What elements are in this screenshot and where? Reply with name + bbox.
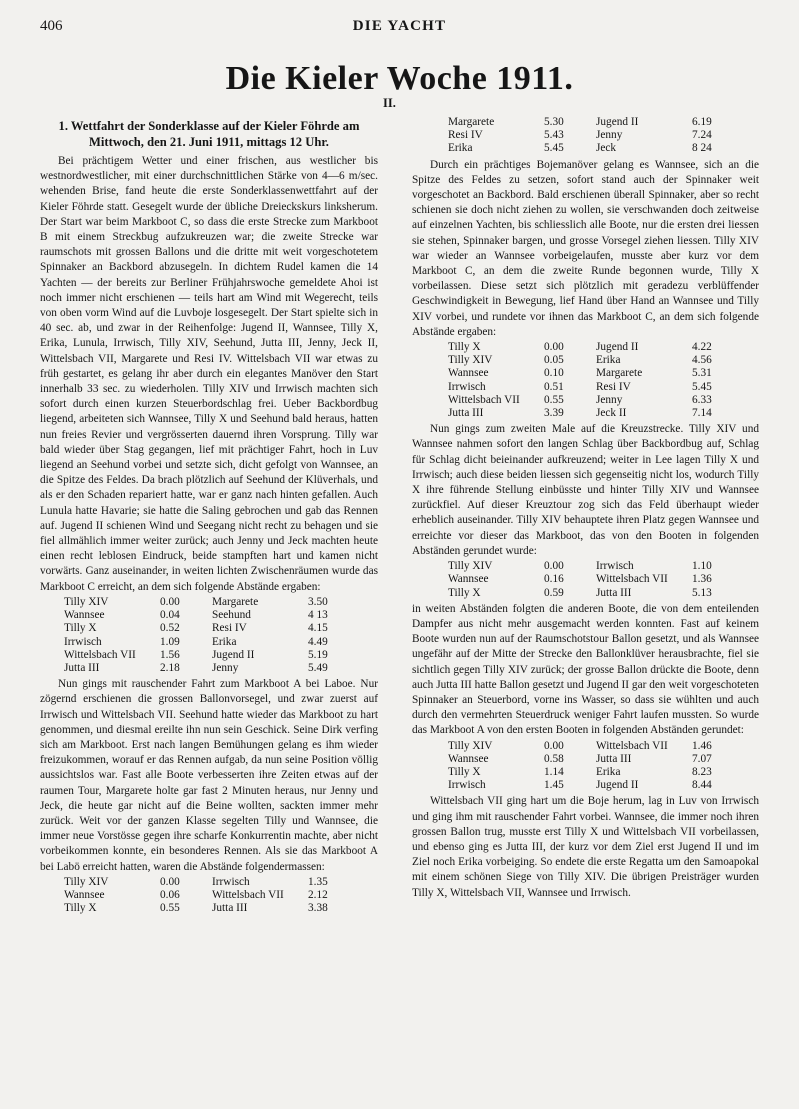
time-gap: 7.07: [692, 752, 712, 765]
time-gap: 4.56: [692, 354, 712, 367]
running-head: [40, 18, 759, 40]
time-gap: 3.50: [308, 595, 328, 608]
paragraph: Durch ein prächtiges Bojemanöver gelang es Wannsee, sich an die Spitze des Feldes zu setzen, sofort stand auch der Spinnaker weit vorgeschotet an Backbord. Bald erschienen überall Spinnaker, aber so recht schienen sie doch nicht ziehen zu wollen, sie verschwanden doch zeitweise auf einzelnen Yachten, bis schliesslich alle Boote, nur die ersten drei liessen sie stehen, Spinnaker bargen, und grosse Vorsegel ziehen liessen. Tilly XIV war wieder an Wannsee vorbeigelaufen, musste aber kurz vor dem Markboot C, an dem die zweite Runde begonnen wurde, Tilly X vorbeilassen. Diese setzt sich plötzlich mit geradezu verblüffender Geschwindigkeit in Bewegung, lief Hand über Hand an Wannsee und Tilly XIV vorbei, und rundete vor ihnen das Markboot C, an dem sich folgende Abstände ergaben:: [412, 158, 759, 338]
yacht-name: Irrwisch: [596, 560, 634, 573]
table-row: [448, 753, 732, 766]
time-gap: 1.35: [308, 875, 328, 888]
time-gap: 7.24: [692, 129, 712, 142]
standings-table: [448, 740, 732, 793]
yacht-name: Jutta III: [448, 407, 484, 420]
time-gap: 6.33: [692, 393, 712, 406]
yacht-name: Tilly XIV: [64, 875, 109, 888]
yacht-name: Jenny: [596, 129, 623, 142]
yacht-name: Resi IV: [448, 129, 483, 142]
table-row: [64, 876, 348, 889]
table-row: [448, 560, 732, 573]
table-row: [448, 341, 732, 354]
time-gap: 1.10: [692, 560, 712, 573]
time-gap: 4.15: [308, 622, 328, 635]
yacht-name: Tilly XIV: [64, 595, 109, 608]
yacht-name: Wittelsbach VII: [596, 573, 668, 586]
yacht-name: Tilly XIV: [448, 560, 493, 573]
part-number: II.: [383, 96, 396, 110]
yacht-name: Jeck II: [596, 407, 627, 420]
paragraph: Wittelsbach VII ging hart um die Boje herum, lag in Luv von Irrwisch und ging ihm mit rauschender Fahrt vorbei. Wannsee, die immer noch ihren grossen Ballon trug, musste erst Tilly X und Wittelsbach VII vorbeilassen, und ebenso ging es Jutta III, der kurz vor dem Ziel erst Jugend II und im Ziel noch Erika vorbeiging. So endete die erste Regatta um den Samoapokal mit einem schönen Siege von Tilly XIV. Die übrigen Preisträger wurden Tilly X, Wittelsbach VII, Wannsee und Irrwisch.: [412, 795, 759, 899]
time-gap: 0.55: [160, 902, 180, 915]
yacht-name: Tilly XIV: [448, 739, 493, 752]
table-row: [64, 636, 348, 649]
yacht-name: Wannsee: [64, 888, 105, 901]
yacht-name: Wittelsbach VII: [64, 648, 136, 661]
time-gap: 0.05: [544, 354, 564, 367]
yacht-name: Irrwisch: [64, 635, 102, 648]
table-row: [448, 394, 732, 407]
time-gap: 5.45: [692, 380, 712, 393]
left-column: [40, 118, 378, 917]
time-gap: 5.19: [308, 648, 328, 661]
table-row: [448, 116, 732, 129]
yacht-name: Wannsee: [448, 367, 489, 380]
table-row: [448, 142, 732, 155]
time-gap: 0.00: [544, 560, 564, 573]
paragraph: Nun gings zum zweiten Male auf die Kreuzstrecke. Tilly XIV und Wannsee nahmen sofort den langen Schlag über Backbordbug auf, Schlag für Schlag dicht beieinander aufkreuzend; weiter in Lee lagen Tilly X und Irrwisch; auch diese beiden liessen sich gegenseitig nicht los, wodurch Tilly X ihre führende Stellung einbüsste und hinter Tilly XIV und Wannsee zurückfiel. Auf dieser Kreuztour zog sich das Feld überhaupt wieder erheblich auseinander. Tilly XIV behauptete ihren Platz gegen Wannsee und erreichte vor dieser das Markboot, das von den Booten in folgenden Abständen gerundet wurde:: [412, 423, 759, 557]
time-gap: 8 24: [692, 142, 712, 155]
yacht-name: Irrwisch: [448, 380, 486, 393]
standings-table: [448, 560, 732, 600]
time-gap: 1.09: [160, 635, 180, 648]
table-row: [448, 573, 732, 586]
time-gap: 0.58: [544, 752, 564, 765]
yacht-name: Jeck: [596, 142, 617, 155]
table-row: [448, 407, 732, 420]
time-gap: 6.19: [692, 116, 712, 128]
yacht-name: Resi IV: [596, 380, 631, 393]
time-gap: 0.04: [160, 609, 180, 622]
time-gap: 5.49: [308, 661, 328, 674]
time-gap: 0.51: [544, 380, 564, 393]
yacht-name: Wannsee: [448, 752, 489, 765]
yacht-name: Jutta III: [64, 661, 100, 674]
yacht-name: Jutta III: [596, 752, 632, 765]
time-gap: 5.45: [544, 142, 564, 155]
time-gap: 4.49: [308, 635, 328, 648]
yacht-name: Wittelsbach VII: [448, 393, 520, 406]
standings-table: [448, 341, 732, 420]
yacht-name: Margarete: [448, 116, 495, 128]
yacht-name: Jutta III: [596, 586, 632, 599]
table-row: [448, 779, 732, 792]
table-row: [64, 596, 348, 609]
standings-table: [64, 596, 348, 675]
time-gap: 1.56: [160, 648, 180, 661]
yacht-name: Erika: [448, 142, 473, 155]
time-gap: 7.14: [692, 407, 712, 420]
paragraph: Nun gings mit rauschender Fahrt zum Markboot A bei Laboe. Nur zögernd erschienen die grossen Ballonvorsegel, und zwar zuerst auf Irrwisch und Wittelsbach VII. Seehund hatte wieder das Markboot zu hart genommen, und diesmal ereilte ihn nun sein Geschick. Seine Dirk verfing sich am Markboot. Erst nach langen Bemühungen gelang es ihm wieder freizukommen, worauf er das Rennen aufgab, da nun seine Position völlig aussichtslos war. Fast alle Boote verbesserten ihre Zeiten etwas auf der raumen Tour, Margarete holte gar fast 2 Minuten heraus, nur Jenny und Jeck, die heute gar nicht auf die Beine wollten, sackten immer mehr zurück. Weit vor der ganzen Klasse segelten Tilly und Wannsee, die immer neue Vorstösse gegen ihre scharfe Konkurrentin machte, aber nicht vorbeikommen konnte, ein besonderes Rennen. Als sie das Markboot A bei Labö erreicht hatten, waren die Abstände folgendermassen:: [40, 678, 378, 873]
yacht-name: Tilly X: [64, 902, 97, 915]
yacht-name: Wannsee: [448, 573, 489, 586]
time-gap: 2.18: [160, 661, 180, 674]
table-row: [448, 587, 732, 600]
yacht-name: Resi IV: [212, 622, 247, 635]
time-gap: 5.30: [544, 116, 564, 128]
yacht-name: Wittelsbach VII: [596, 739, 668, 752]
page-number: 406: [40, 18, 63, 34]
standings-table: [64, 876, 348, 916]
yacht-name: Seehund: [212, 609, 251, 622]
yacht-name: Wittelsbach VII: [212, 888, 284, 901]
article-title: Die Kieler Woche 1911.: [225, 60, 574, 97]
table-row: [448, 766, 732, 779]
table-row: [64, 609, 348, 622]
right-column: [412, 115, 759, 901]
yacht-name: Wannsee: [64, 609, 105, 622]
time-gap: 4.22: [692, 341, 712, 354]
table-row: [64, 902, 348, 915]
yacht-name: Margarete: [212, 595, 259, 608]
time-gap: 4 13: [308, 609, 328, 622]
yacht-name: Jenny: [596, 393, 623, 406]
table-row: [64, 662, 348, 675]
time-gap: 1.36: [692, 573, 712, 586]
yacht-name: Jugend II: [596, 341, 639, 354]
yacht-name: Jugend II: [596, 116, 639, 128]
time-gap: 3.39: [544, 407, 564, 420]
table-row: [448, 129, 732, 142]
yacht-name: Erika: [212, 635, 237, 648]
time-gap: 0.00: [160, 875, 180, 888]
table-row: [64, 622, 348, 635]
paragraph: in weiten Abständen folgten die anderen Boote, die von dem enteilenden Dampfer aus nicht mehr ausgemacht werden konnten. Fast auf keinem Boote wurden nun auf der Raumschotstour Ballon gesetzt, und als Wannsee ungefähr auf der Mitte der Strecke den Ballonklüver herausbrachte, fiel sie sichtlich gegen Tilly XIV zurück; der grosse Ballon drückte die Boote, denn auch Jutta III hatte Ballon gesetzt und Jugend II gar den weit vorgeschoteten Spinnaker an Steuerbord, vorne ins Wasser, so dass sie wühlten und auch durch den vermehrten Steuerdruck weniger Fahrt laufen mussten. So wurde das Markboot A von den ersten Booten in folgenden Abständen gerundet:: [412, 602, 759, 737]
section-heading: 1. Wettfahrt der Sonderklasse auf der Kieler Föhrde am Mittwoch, den 21. Juni 1911, mittags 12 Uhr.: [58, 119, 360, 149]
paragraph: Bei prächtigem Wetter und einer frischen, aus westlicher bis westnordwestlicher, mit einer durchschnittlichen Stärke von 4—6 m/sec. wehenden Brise, fand heute die erste Sonderklassenwettfahrt auf der Kieler Föhrde statt. Gesegelt wurde der übliche Dreieckskurs linksherum. Der Start war beim Markboot C, so dass die erste Strecke zum Markboot B mit einem Streckbug aufzukreuzen war; die zweite Strecke war raumschots mit grossen Ballons und die dritte mit weit vorgeschotetem Spinnaker an Backbord abzusegeln. In dichtem Rudel kamen die 14 Yachten — der bereits zur Berliner Frühjahrswoche gemeldete Ahoi ist noch immer nicht erschienen — teils hart am Wind mit Wegerecht, teils von oben vorm Wind auf die Luvboje losgesegelt. Der Start spielte sich in 40 sec. ab, und zwar in der Reihenfolge: Jugend II, Wannsee, Tilly X, Erika, Lunula, Irrwisch, Tilly XIV, Seehund, Jutta III, Jenny, Jeck II, Wittelsbach VII, Margarete und Resi IV. Wittelsbach VII war etwas zu früh gestartet, es gelang ihr aber durch ein elegantes Manöver den Start innerhalb 33 sec. zu wiederholen. Tilly XIV und Irrwisch machten sich sofort durch einen kurzen Steuerbordschlag frei. Ueber Backbordbug liegend, arbeiteten sich Wannsee, Tilly X und Seehund bald heraus, hatten nun freies Revier und vergrösserten dauernd ihren Vorsprung. Tilly war bald wieder über Stag gegangen, lief mit prächtiger Fahrt, hoch in Luv liegend an Seehund vorbei und setzte sich, dicht gefolgt von Wannsee, an die Spitze des Feldes. Da brach plötzlich auf Seehund der Klüverhals, und als er den Schaden repariert hatte, war er ganz nach hinten gefallen. Auch Lunula hatte Havarie; sie hatte die Saling gebrochen und gab das Rennen auf. Jugend II schienen Wind und Seegang nicht recht zu behagen und sie fiel allmählich immer weiter zurück; auch Jenny und Jeck machten heute einen recht leblosen Eindruck, beide stampften hart und kamen nicht vorwärts. Ganz auseinander, in weiten lichten Zwischenräumen wurde das Markboot C erreicht, an dem sich folgende Abstände ergaben:: [40, 155, 378, 593]
time-gap: 1.46: [692, 739, 712, 752]
yacht-name: Margarete: [596, 367, 643, 380]
table-row: [64, 649, 348, 662]
yacht-name: Jutta III: [212, 902, 248, 915]
table-row: [64, 889, 348, 902]
table-row: [448, 740, 732, 753]
standings-table: [448, 116, 732, 156]
time-gap: 0.00: [544, 341, 564, 354]
time-gap: 3.38: [308, 902, 328, 915]
time-gap: 5.31: [692, 367, 712, 380]
time-gap: 0.52: [160, 622, 180, 635]
yacht-name: Jugend II: [212, 648, 255, 661]
time-gap: 5.13: [692, 586, 712, 599]
yacht-name: Irrwisch: [448, 779, 486, 792]
table-row: [448, 381, 732, 394]
time-gap: 0.06: [160, 888, 180, 901]
time-gap: 0.16: [544, 573, 564, 586]
yacht-name: Tilly X: [448, 765, 481, 778]
yacht-name: Erika: [596, 354, 621, 367]
time-gap: 0.00: [160, 595, 180, 608]
yacht-name: Jugend II: [596, 779, 639, 792]
time-gap: 5.43: [544, 129, 564, 142]
yacht-name: Tilly XIV: [448, 354, 493, 367]
time-gap: 0.55: [544, 393, 564, 406]
table-row: [448, 367, 732, 380]
time-gap: 8.23: [692, 765, 712, 778]
time-gap: 0.00: [544, 739, 564, 752]
yacht-name: Irrwisch: [212, 875, 250, 888]
time-gap: 2.12: [308, 888, 328, 901]
yacht-name: Tilly X: [448, 586, 481, 599]
yacht-name: Tilly X: [448, 341, 481, 354]
yacht-name: Tilly X: [64, 622, 97, 635]
time-gap: 0.59: [544, 586, 564, 599]
time-gap: 1.45: [544, 779, 564, 792]
time-gap: 1.14: [544, 765, 564, 778]
yacht-name: Erika: [596, 765, 621, 778]
time-gap: 8.44: [692, 779, 712, 792]
time-gap: 0.10: [544, 367, 564, 380]
table-row: [448, 354, 732, 367]
yacht-name: Jenny: [212, 661, 239, 674]
journal-title: DIE YACHT: [352, 18, 447, 34]
